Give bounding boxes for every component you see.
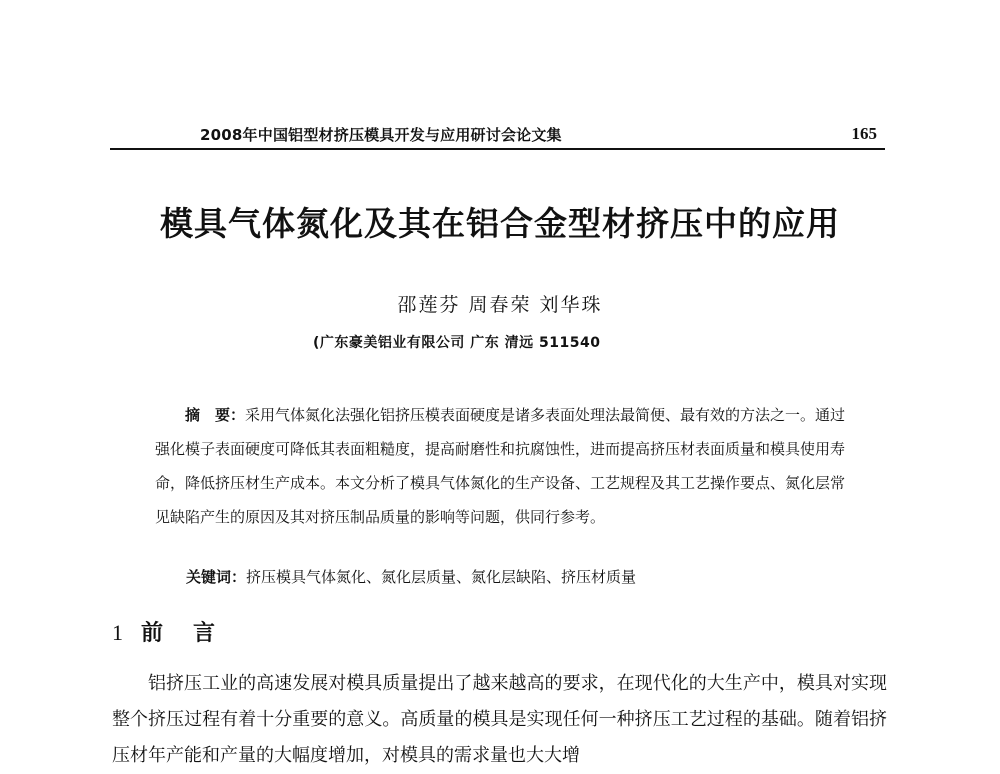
section-title: 前言 <box>141 620 246 646</box>
author-list: 邵莲芬 周春荣 刘华珠 <box>397 294 603 316</box>
abstract-paragraph <box>155 398 855 534</box>
abstract-text: 采用气体氮化法强化铝挤压模表面硬度是诸多表面处理法最简便、最有效的方法之一。通过强化模子表面硬度可降低其表面粗糙度，提高耐磨性和抗腐蚀性，进而提高挤压材表面质量和模具使用寿命，降低挤压材生产成本。本文分析了模具气体氮化的生产设备、工艺规程及其工艺操作要点、氮化层常见缺陷产生的原因及其对挤压制品质量的影响等问题，供同行参考。 <box>155 406 846 526</box>
keywords-label: 关键词： <box>186 568 247 586</box>
section-heading <box>112 616 245 647</box>
author-affiliation: (广东豪美铝业有限公司 广东 清远 511540 <box>313 335 601 351</box>
section-number: 1 <box>112 620 123 645</box>
section-body <box>112 666 887 774</box>
abstract-label: 摘 要： <box>185 406 246 424</box>
running-header-title: 2008年中国铝型材挤压模具开发与应用研讨会论文集 <box>200 126 562 144</box>
paper-title: 模具气体氮化及其在铝合金型材挤压中的应用 <box>160 204 840 243</box>
abstract <box>155 398 855 534</box>
keywords <box>186 566 636 587</box>
page-number: 165 <box>851 124 877 143</box>
keywords-text: 挤压模具气体氮化、氮化层质量、氮化层缺陷、挤压材质量 <box>246 568 637 586</box>
body-paragraph: 铝挤压工业的高速发展对模具质量提出了越来越高的要求，在现代化的大生产中，模具对实现整个挤压过程有着十分重要的意义。高质量的模具是实现任何一种挤压工艺过程的基础。随着铝挤压材年产能和产量的大幅度增加，对模具的需求量也大大增 <box>112 673 887 766</box>
